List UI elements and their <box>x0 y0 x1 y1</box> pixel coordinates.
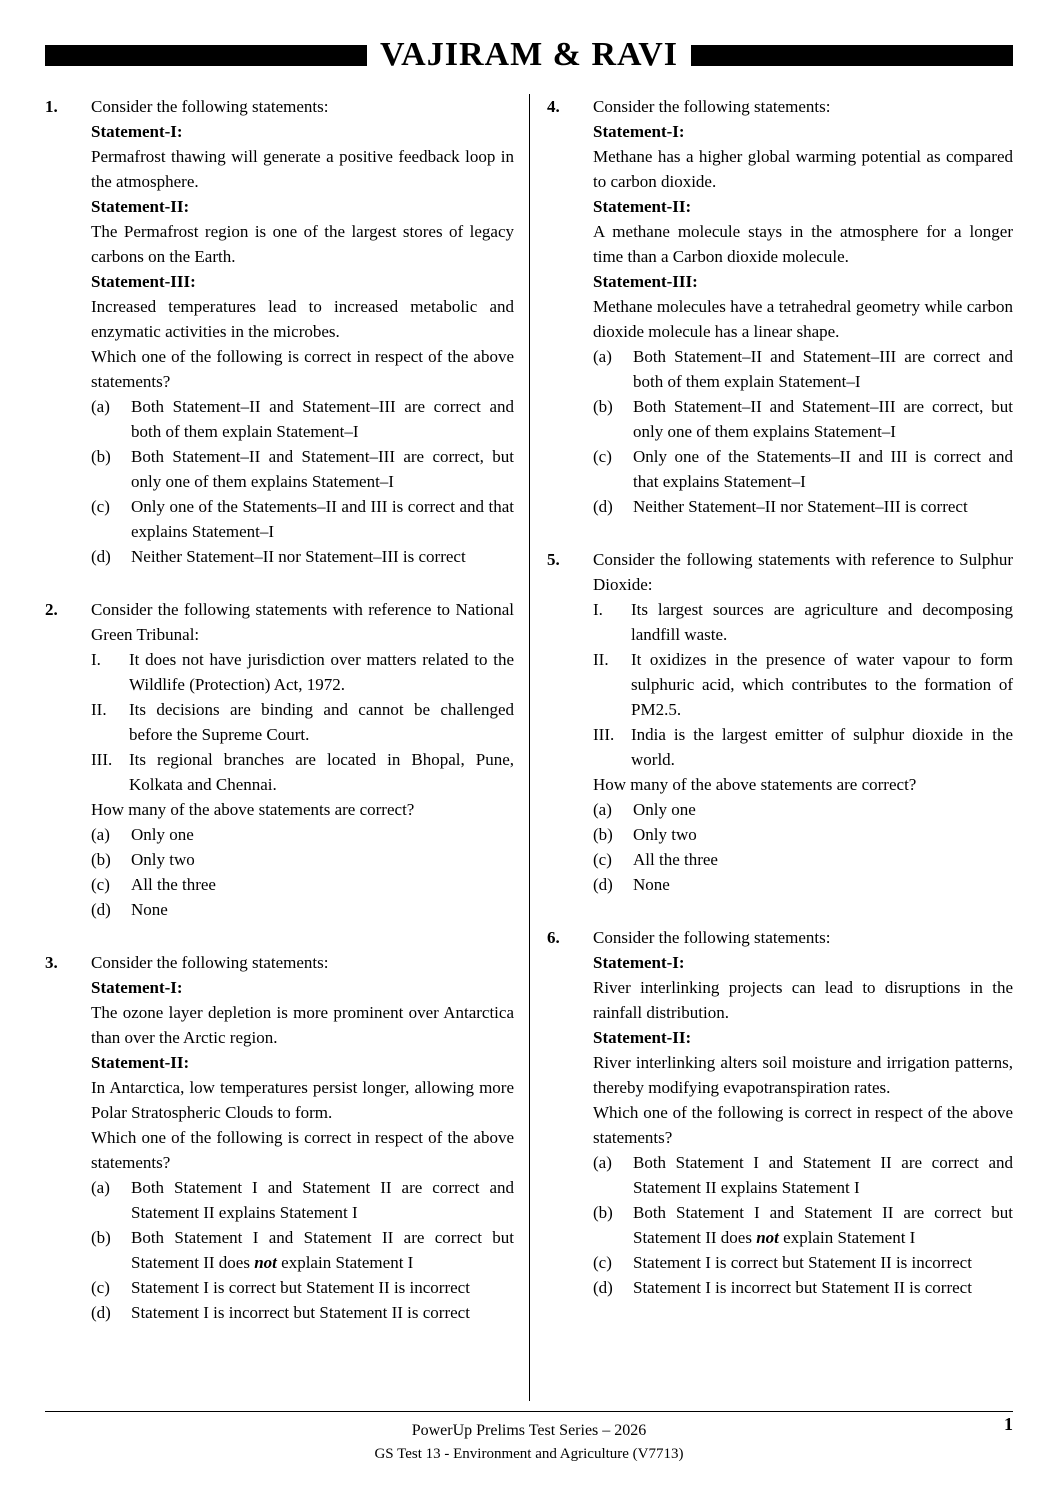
column-right <box>529 94 1013 1401</box>
question-number: 2. <box>45 600 58 619</box>
option-letter: (a) <box>91 1178 110 1197</box>
question-text: Consider the following statements: <box>593 97 831 116</box>
question-text: River interlinking alters soil moisture and irrigation patterns, thereby modifying evapotranspiration rates. <box>593 1053 1013 1097</box>
question-body <box>593 925 1013 1300</box>
question-text: Consider the following statements with reference to National Green Tribunal: <box>91 600 514 644</box>
footer-test-title: GS Test 13 - Environment and Agriculture (V7713) <box>374 1446 684 1462</box>
option-text: Both Statement–II and Statement–III are correct, but only one of them explains Statement–I <box>633 397 1013 441</box>
question-text: The Permafrost region is one of the largest stores of legacy carbons on the Earth. <box>91 222 514 266</box>
option-letter: (d) <box>593 1278 613 1297</box>
question <box>45 950 514 1325</box>
roman-item <box>91 647 514 697</box>
option <box>91 1300 514 1325</box>
roman-numeral: III. <box>593 725 615 744</box>
statement-label: Statement-II: <box>91 1053 190 1072</box>
header <box>45 38 1013 72</box>
option-letter: (c) <box>593 447 612 466</box>
option-letter: (b) <box>91 850 111 869</box>
roman-item <box>593 647 1013 722</box>
roman-item-text: Its regional branches are located in Bhopal, Pune, Kolkata and Chennai. <box>129 750 514 794</box>
question-text: How many of the above statements are correct? <box>91 800 415 819</box>
option-text: Statement I is correct but Statement II is incorrect <box>633 1253 972 1272</box>
roman-item-text: Its largest sources are agriculture and decomposing landfill waste. <box>631 600 1013 644</box>
option-text: Both Statement–II and Statement–III are correct and both of them explain Statement–I <box>131 397 514 441</box>
roman-numeral: I. <box>593 600 603 619</box>
statement-label: Statement-I: <box>593 122 685 141</box>
roman-item <box>593 722 1013 772</box>
emphasis-text: not <box>756 1228 779 1247</box>
option-text: Neither Statement–II nor Statement–III is correct <box>633 497 968 516</box>
option-letter: (c) <box>91 875 110 894</box>
question <box>547 94 1013 519</box>
option <box>593 444 1013 494</box>
option <box>91 494 514 544</box>
roman-numeral: II. <box>593 650 609 669</box>
option-text: Both Statement I and Statement II are correct and Statement II explains Statement I <box>633 1153 1013 1197</box>
option-text: Only one of the Statements–II and III is correct and that explains Statement–I <box>131 497 514 541</box>
question-text: Methane molecules have a tetrahedral geometry while carbon dioxide molecule has a linear shape. <box>593 297 1013 341</box>
option <box>593 1250 1013 1275</box>
question-text: In Antarctica, low temperatures persist longer, allowing more Polar Stratospheric Clouds to form. <box>91 1078 514 1122</box>
statement-label: Statement-III: <box>593 272 698 291</box>
option-letter: (c) <box>593 1253 612 1272</box>
option-text: Both Statement I and Statement II are correct but Statement II does not explain Statement I <box>633 1203 1013 1247</box>
question <box>45 94 514 569</box>
question-text: Consider the following statements: <box>593 928 831 947</box>
option-letter: (d) <box>593 497 613 516</box>
question-body <box>91 597 514 922</box>
option-letter: (d) <box>91 547 111 566</box>
roman-item-text: India is the largest emitter of sulphur dioxide in the world. <box>631 725 1013 769</box>
roman-numeral: II. <box>91 700 107 719</box>
statement-label: Statement-III: <box>91 272 196 291</box>
option-letter: (a) <box>593 347 612 366</box>
option-letter: (b) <box>91 1228 111 1247</box>
roman-item <box>91 747 514 797</box>
roman-item <box>593 597 1013 647</box>
question-body <box>91 950 514 1325</box>
option-letter: (b) <box>91 447 111 466</box>
question <box>547 925 1013 1300</box>
option-text: All the three <box>633 850 718 869</box>
question-text: Which one of the following is correct in respect of the above statements? <box>91 1128 514 1172</box>
question-text: Which one of the following is correct in respect of the above statements? <box>91 347 514 391</box>
column-left <box>45 94 529 1401</box>
question-text: Consider the following statements: <box>91 953 329 972</box>
option-letter: (a) <box>91 825 110 844</box>
question-text: Consider the following statements with reference to Sulphur Dioxide: <box>593 550 1013 594</box>
option-text: Only one <box>633 800 696 819</box>
option-letter: (a) <box>593 800 612 819</box>
roman-numeral: I. <box>91 650 101 669</box>
question-number: 4. <box>547 97 560 116</box>
option <box>593 1275 1013 1300</box>
option <box>91 544 514 569</box>
header-bar-left <box>45 45 367 66</box>
option-text: Statement I is incorrect but Statement II is correct <box>633 1278 972 1297</box>
emphasis-text: not <box>254 1253 277 1272</box>
brand-title: VAJIRAM & RAVI <box>380 36 678 73</box>
option <box>91 872 514 897</box>
option <box>593 394 1013 444</box>
option-letter: (d) <box>91 900 111 919</box>
option-letter: (b) <box>593 825 613 844</box>
option <box>593 494 1013 519</box>
option <box>91 444 514 494</box>
option-text: Both Statement–II and Statement–III are correct and both of them explain Statement–I <box>633 347 1013 391</box>
option <box>91 1225 514 1275</box>
option <box>593 797 1013 822</box>
roman-numeral: III. <box>91 750 113 769</box>
option <box>593 822 1013 847</box>
question-number: 6. <box>547 928 560 947</box>
option-text: Both Statement–II and Statement–III are correct, but only one of them explains Statement–I <box>131 447 514 491</box>
option <box>91 897 514 922</box>
question-body <box>593 547 1013 897</box>
question-text: Which one of the following is correct in respect of the above statements? <box>593 1103 1013 1147</box>
option <box>91 847 514 872</box>
question-text: Consider the following statements: <box>91 97 329 116</box>
option-text: None <box>633 875 670 894</box>
option-text: Only one <box>131 825 194 844</box>
option-letter: (d) <box>91 1303 111 1322</box>
option <box>91 822 514 847</box>
option <box>91 394 514 444</box>
option-letter: (b) <box>593 397 613 416</box>
statement-label: Statement-II: <box>593 1028 692 1047</box>
option <box>91 1275 514 1300</box>
roman-item <box>91 697 514 747</box>
statement-label: Statement-II: <box>91 197 190 216</box>
option-text: Statement I is correct but Statement II is incorrect <box>131 1278 470 1297</box>
header-bar-right <box>691 45 1013 66</box>
question-text: How many of the above statements are correct? <box>593 775 917 794</box>
footer-series-title: PowerUp Prelims Test Series – 2026 <box>411 1422 647 1439</box>
option-letter: (a) <box>91 397 110 416</box>
question-text: River interlinking projects can lead to disruptions in the rainfall distribution. <box>593 978 1013 1022</box>
roman-item-text: It does not have jurisdiction over matters related to the Wildlife (Protection) Act, 1972. <box>129 650 514 694</box>
option-text: Both Statement I and Statement II are correct and Statement II explains Statement I <box>131 1178 514 1222</box>
footer <box>45 1411 1013 1465</box>
question-text: Permafrost thawing will generate a positive feedback loop in the atmosphere. <box>91 147 514 191</box>
option-letter: (b) <box>593 1203 613 1222</box>
question-text: The ozone layer depletion is more prominent over Antarctica than over the Arctic region. <box>91 1003 514 1047</box>
roman-item-text: It oxidizes in the presence of water vapour to form sulphuric acid, which contributes to the formation of PM2.5. <box>631 650 1013 719</box>
question-number: 5. <box>547 550 560 569</box>
option-text: Only two <box>131 850 195 869</box>
questions-columns <box>45 94 1013 1401</box>
option-text: Both Statement I and Statement II are correct but Statement II does not explain Statement I <box>131 1228 514 1272</box>
option-text: Only one of the Statements–II and III is correct and that explains Statement–I <box>633 447 1013 491</box>
option-letter: (c) <box>91 497 110 516</box>
option-text: Neither Statement–II nor Statement–III is correct <box>131 547 466 566</box>
option-text: Only two <box>633 825 697 844</box>
question-number: 3. <box>45 953 58 972</box>
question-text: Increased temperatures lead to increased metabolic and enzymatic activities in the microbes. <box>91 297 514 341</box>
option-text: All the three <box>131 875 216 894</box>
question <box>547 547 1013 897</box>
option <box>593 344 1013 394</box>
option-letter: (d) <box>593 875 613 894</box>
option <box>91 1175 514 1225</box>
option-letter: (c) <box>593 850 612 869</box>
question-body <box>91 94 514 569</box>
page-number: 1 <box>1004 1414 1013 1434</box>
option-letter: (a) <box>593 1153 612 1172</box>
statement-label: Statement-I: <box>593 953 685 972</box>
option-letter: (c) <box>91 1278 110 1297</box>
option <box>593 847 1013 872</box>
statement-label: Statement-I: <box>91 978 183 997</box>
question-text: Methane has a higher global warming potential as compared to carbon dioxide. <box>593 147 1013 191</box>
roman-item-text: Its decisions are binding and cannot be challenged before the Supreme Court. <box>129 700 514 744</box>
option <box>593 1150 1013 1200</box>
option-text: Statement I is incorrect but Statement II is correct <box>131 1303 470 1322</box>
option-text: None <box>131 900 168 919</box>
question-number: 1. <box>45 97 58 116</box>
question <box>45 597 514 922</box>
statement-label: Statement-I: <box>91 122 183 141</box>
option <box>593 872 1013 897</box>
question-body <box>593 94 1013 519</box>
statement-label: Statement-II: <box>593 197 692 216</box>
option <box>593 1200 1013 1250</box>
question-text: A methane molecule stays in the atmosphere for a longer time than a Carbon dioxide molecule. <box>593 222 1013 266</box>
